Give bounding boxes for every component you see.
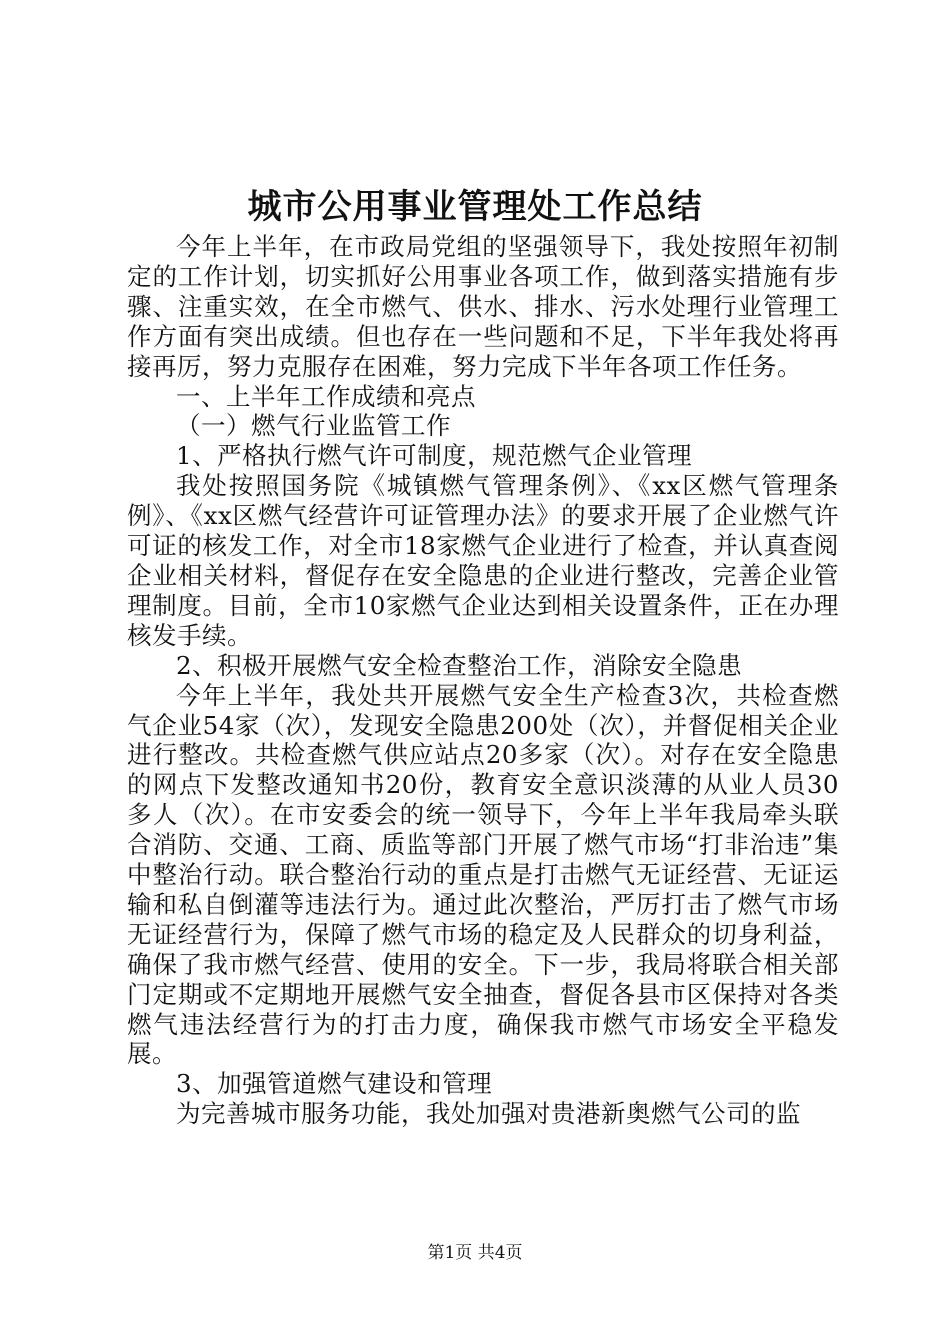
document-body — [127, 232, 839, 1129]
intro-paragraph: 今年上半年，在市政局党组的坚强领导下，我处按照年初制定的工作计划，切实抓好公用事业各项工作，做到落实措施有步骤、注重实效，在全市燃气、供水、排水、污水处理行业管理工作方面有突出成绩。但也存在一些问题和不足，下半年我处将再接再厉，努力克服存在困难，努力完成下半年各项工作任务。 — [127, 232, 839, 381]
body-paragraph-licensing: 我处按照国务院《城镇燃气管理条例》、《xx区燃气管理条例》、《xx区燃气经营许可证管理办法》的要求开展了企业燃气许可证的核发工作，对全市18家燃气企业进行了检查，并认真查阅企业相关材料，督促存在安全隐患的企业进行整改，完善企业管理制度。目前，全市10家燃气企业达到相关设置条件，正在办理核发手续。 — [127, 471, 839, 650]
item-heading-3: 3、加强管道燃气建设和管理 — [176, 1069, 493, 1099]
document-title: 城市公用事业管理处工作总结 — [247, 187, 703, 227]
page-number-footer: 第1页 共4页 — [427, 1243, 523, 1263]
subsection-heading-gas: （一）燃气行业监管工作 — [176, 411, 451, 441]
section-heading-1: 一、上半年工作成绩和亮点 — [176, 381, 476, 411]
item-heading-2: 2、积极开展燃气安全检查整治工作，消除安全隐患 — [176, 650, 743, 680]
body-paragraph-safety: 今年上半年，我处共开展燃气安全生产检查3次，共检查燃气企业54家（次），发现安全隐患200处（次），并督促相关企业进行整改。共检查燃气供应站点20多家（次）。对存在安全隐患的网点下发整改通知书20份，教育安全意识淡薄的从业人员30多人（次）。在市安委会的统一领导下，今年上半年我局牵头联合消防、交通、工商、质监等部门开展了燃气市场“打非治违”集中整治行动。联合整治行动的重点是打击燃气无证经营、无证运输和私自倒灌等违法行为。通过此次整治，严厉打击了燃气市场无证经营行为，保障了燃气市场的稳定及人民群众的切身利益，确保了我市燃气经营、使用的安全。下一步，我局将联合相关部门定期或不定期地开展燃气安全抽查，督促各县市区保持对各类燃气违法经营行为的打击力度，确保我市燃气市场安全平稳发展。 — [127, 680, 839, 1069]
item-heading-1: 1、严格执行燃气许可制度，规范燃气企业管理 — [176, 441, 693, 471]
body-paragraph-pipeline: 为完善城市服务功能，我处加强对贵港新奥燃气公司的监 — [176, 1099, 801, 1129]
